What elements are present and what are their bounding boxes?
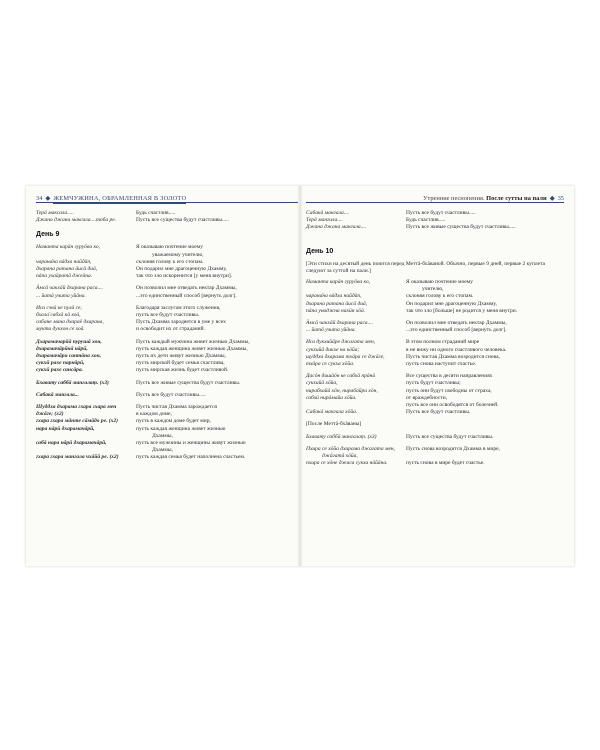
pali-text: Āмсā чакхāй дхарана раса.... bbox=[36, 285, 104, 292]
translation-text: пусть все они освободятся от болезней. bbox=[406, 402, 499, 409]
pali-text: Сабакā мангала хōйа. bbox=[306, 409, 358, 416]
pali-text: тхāра се сукха хōйа. bbox=[306, 361, 355, 368]
pali-text: сукхийā хōйа, bbox=[306, 380, 338, 387]
translation-text: так что зло [больше] не родится у меня внутри. bbox=[406, 307, 518, 314]
translation-text: Будь счастлив..... bbox=[136, 210, 176, 216]
pali-text: дхарамачāри сантāна хон, bbox=[36, 353, 102, 360]
pali-text: Āмсā чакхāй дхарана раса.... bbox=[306, 320, 374, 327]
translation-text: так что зло искоренится [у меня внутри]. bbox=[136, 273, 233, 280]
verse-line bbox=[36, 418, 292, 425]
after-metta-note bbox=[306, 421, 564, 428]
right-page-content bbox=[306, 210, 564, 467]
verse-line bbox=[36, 326, 292, 333]
pali-text: пāпа унаджна нахūн хōā. bbox=[306, 307, 366, 314]
header-rule bbox=[306, 202, 564, 203]
pali-text: нара нāрū дхарамачāрй, bbox=[36, 425, 95, 432]
pali-text: чарана̄на вāдха найдān, bbox=[36, 258, 92, 265]
verse-line bbox=[306, 380, 564, 387]
translation-text: пусть их дети живут жизнью Дхаммы, bbox=[136, 353, 226, 360]
pali-text: [После Меттā-бхāваны] bbox=[306, 421, 362, 428]
translation-text: пусть они будут свободны от страха, bbox=[406, 387, 492, 394]
pali-text: сукхū рахе сансāра. bbox=[36, 367, 84, 374]
verse-line bbox=[36, 252, 292, 259]
pali-text bbox=[36, 433, 136, 440]
verse-line bbox=[306, 279, 564, 286]
translation-text: Пусть все существа будут счастливы..... bbox=[136, 217, 229, 224]
translation-text bbox=[406, 421, 564, 428]
translation-text: уважаемому учителю, bbox=[152, 251, 204, 258]
translation-text: пусть снова наступит счастье. bbox=[406, 361, 477, 368]
verse-line bbox=[36, 285, 292, 292]
pali-text: Дхарамачарйā пурушā хон, bbox=[36, 338, 102, 345]
pali-text: Джана джана мангала.... bbox=[306, 224, 367, 231]
pali-text: Джана джана максала....тоба ре. bbox=[36, 217, 117, 224]
translation-text: учителю, bbox=[422, 286, 444, 293]
left-page-header bbox=[36, 194, 186, 202]
translation-text: в каждом доме, bbox=[136, 411, 172, 418]
translation-text: Я оказываю почтение моему bbox=[406, 279, 473, 286]
pali-text: сукхийā дикхе на кōйа; bbox=[306, 346, 360, 353]
pali-text: Иса сэвā ке пулā се, bbox=[36, 304, 82, 311]
verse-line bbox=[36, 380, 292, 387]
verse-line bbox=[306, 339, 564, 346]
translation-text: Пусть все существа будут счастливы. bbox=[406, 433, 494, 440]
verse-line bbox=[306, 434, 564, 441]
verse-line bbox=[306, 293, 564, 300]
translation-text: Пусть все будут счастливы. bbox=[406, 409, 471, 416]
pali-text: Дасōн дишāōн ке сабхā прāнū bbox=[306, 373, 376, 380]
pali-text: дхарана ратана āисā диā, bbox=[36, 266, 98, 273]
translation-text: Будь счастлив..... bbox=[406, 217, 446, 224]
verse-line bbox=[306, 395, 564, 402]
arrow-icon: ◆ bbox=[549, 195, 555, 202]
translation-text: Пусть снова возродится Дхамма в мире, bbox=[406, 445, 500, 452]
day-heading: День 9 bbox=[36, 231, 60, 239]
translation-text: пусть мирской будет семья счастлива, bbox=[136, 360, 225, 367]
translation-text: Пусть все живые существа будут счастливы..... bbox=[406, 224, 516, 231]
translation-text: пусть все мужчины и женщины живут жизнью bbox=[136, 440, 246, 447]
pali-text: джāге; (x2) bbox=[36, 411, 64, 418]
translation-text: пусть будут счастливы; bbox=[406, 380, 461, 387]
pali-text: дхарана ратана āисā диā, bbox=[306, 300, 368, 307]
verse-line bbox=[36, 217, 292, 224]
left-page-content bbox=[36, 210, 292, 462]
translation-text: пусть все будут счастливы. bbox=[136, 312, 200, 319]
pali-text: мукти дукхон се хоā. bbox=[36, 326, 85, 333]
pali-text: дхарамачāрйнā нāрū, bbox=[36, 345, 88, 352]
translation-text: пусть в каждом доме будет мир, bbox=[136, 418, 211, 425]
translation-text: Дхаммы, bbox=[152, 432, 173, 439]
pali-text: Терā мангала.... bbox=[306, 217, 343, 224]
left-page bbox=[26, 186, 300, 566]
pali-text: Терā максала..... bbox=[36, 210, 74, 216]
translation-text: и освободит их от страданий. bbox=[136, 326, 205, 333]
translation-text: склоняя голову к его стопам. bbox=[406, 293, 474, 300]
translation-text: склоняя голову к его стопам. bbox=[136, 258, 204, 265]
header-rule bbox=[36, 202, 298, 203]
right-page-header bbox=[423, 194, 564, 202]
verse-line bbox=[36, 273, 292, 280]
verse-line bbox=[306, 224, 564, 231]
translation-text: Пусть все будут счастливы..... bbox=[136, 391, 206, 398]
pali-text: гхара гхара мāнте сāмāдо ре. (x2) bbox=[36, 418, 118, 425]
verse-line bbox=[306, 210, 564, 217]
left-page-number: 34 bbox=[36, 195, 43, 202]
pali-text bbox=[36, 252, 136, 259]
verse-line bbox=[36, 433, 292, 440]
arrow-icon: ◆ bbox=[45, 195, 51, 202]
pali-text: пхира се хōне джаса сукха нāйāна. bbox=[306, 460, 388, 467]
translation-text: Он подарил мне драгоценную Дхамму, bbox=[136, 266, 227, 273]
verse-line bbox=[36, 305, 292, 312]
verse-line bbox=[306, 388, 564, 395]
verse-line bbox=[306, 409, 564, 416]
pali-text: Наманта карāн гуруōва ко, bbox=[36, 244, 101, 251]
translation-text: пусть мирская жизнь будет счастливой. bbox=[136, 367, 229, 374]
translation-text: пусть снова в мире будет счастье. bbox=[406, 460, 485, 467]
pali-text: сабā нара нāрū дхарамачāрй, bbox=[36, 440, 107, 447]
translation-text: Он позволил мне отведать нектар Дхаммы, bbox=[406, 320, 507, 327]
translation-text: пусть каждая семья будет наполнена счастьем. bbox=[136, 454, 246, 461]
section-title: Утренние песнопения. После сутты на пали bbox=[422, 195, 547, 202]
right-page-number: 35 bbox=[557, 195, 564, 202]
pali-text: бхала̄ сабхā кā хоā, bbox=[36, 312, 81, 319]
verse-line bbox=[306, 301, 564, 308]
translation-text: Пусть все живые существа будут счастливы. bbox=[136, 379, 241, 386]
translation-text: Я оказываю почтение моему bbox=[136, 244, 203, 251]
translation-text: Он подарил мне драгоценную Дхамму, bbox=[406, 300, 497, 307]
translation-text: Он позволил мне отведать нектар Дхаммы, bbox=[136, 285, 237, 292]
pali-text: ... йатā учита уйāна. bbox=[36, 292, 86, 299]
verse-line bbox=[306, 347, 564, 354]
verse-line bbox=[36, 244, 292, 251]
translation-text: ...это единственный способ [вернуть долг]. bbox=[136, 292, 237, 299]
day-heading: День 10 bbox=[306, 247, 334, 255]
verse-line bbox=[306, 327, 564, 334]
translation-text: я не вижу ни одного счастливого человека. bbox=[406, 346, 507, 353]
pali-text: Сабакā мангала.... bbox=[306, 210, 350, 216]
pali-text: Шуддха дхарама гхара гхара мен bbox=[36, 404, 117, 411]
translation-text: пусть каждая женщина живет жизнью bbox=[136, 425, 226, 432]
translation-text: Пусть чистая Дхамма зарождается bbox=[136, 404, 217, 411]
pali-text: чарана̄на вāдха найдān, bbox=[306, 293, 362, 300]
translation-text: В этом полном страданий мире bbox=[406, 339, 480, 346]
verse-line bbox=[36, 346, 292, 353]
pali-text: нирабхайā хōн, нирабайра хōн, bbox=[306, 387, 378, 394]
translation-text: Дхаммы, bbox=[152, 447, 173, 454]
pali-text: шуддха дхарама тхāра се джāге, bbox=[306, 353, 385, 360]
pali-text: сукхū рахе парнāрū, bbox=[36, 360, 85, 367]
verse-line bbox=[36, 339, 292, 346]
verse-line bbox=[306, 446, 564, 453]
translation-text: Пусть чистая Дхамма возродится снова, bbox=[406, 353, 500, 360]
pali-text: Сабакā мангала... bbox=[36, 391, 79, 398]
pali-text: Бхавату саббā мангалаṃ. (x3) bbox=[306, 433, 377, 440]
pali-text: Пхира се хōйа дхарама джагата мен, bbox=[306, 445, 396, 452]
pali-text: сабхū нирāмайа хōйа. bbox=[306, 394, 357, 401]
verse-line bbox=[306, 460, 564, 467]
pali-text: сабане мана дхараē дхарана, bbox=[36, 319, 104, 326]
translation-text: Пусть каждый мужчина живет жизнью Дхаммы, bbox=[136, 338, 250, 345]
verse-line bbox=[306, 354, 564, 361]
instruction-note: [Эти стихи на десятый день поются перед Меттā-бхāваной. Обычно, первые 9 дней, первые 2 куплета следуют за суттой на пали.] bbox=[306, 260, 545, 274]
right-page bbox=[300, 186, 574, 566]
translation-text: пусть каждая женщина живет жизнью Дхаммы, bbox=[136, 345, 248, 352]
pali-text: гхара гхара мангала чхāйā ре. (x2) bbox=[36, 454, 119, 461]
verse-line bbox=[306, 308, 564, 315]
translation-text: Благодаря заслугам этого служения, bbox=[136, 304, 221, 311]
pali-text: пāпа ухаāратā джеāна. bbox=[36, 273, 93, 280]
book-title: ЖЕМЧУЖИНА, ОБРАМЛЕННАЯ В ЗОЛОТО bbox=[53, 195, 187, 202]
pali-text: Наманта карāн гуруōва ко, bbox=[306, 279, 371, 286]
verse-line bbox=[36, 404, 292, 411]
verse-line bbox=[36, 426, 292, 433]
translation-text: Пусть Дхамма зародяется в уме у всех bbox=[136, 319, 226, 326]
verse-line bbox=[306, 361, 564, 368]
verse-line bbox=[36, 454, 292, 461]
translation-text: Пусть все будут счастливы..... bbox=[406, 210, 476, 216]
translation-text: Все существа в десяти направлениях bbox=[406, 373, 493, 380]
translation-text: ...это единственный способ [вернуть долг]. bbox=[406, 327, 507, 334]
translation-text: от враждебности, bbox=[406, 394, 448, 401]
verse-line bbox=[36, 392, 292, 399]
verse-line bbox=[36, 440, 292, 447]
verse-line bbox=[36, 367, 292, 374]
pali-text: ... йатā учита уйāна. bbox=[306, 327, 356, 334]
verse-line bbox=[36, 293, 292, 300]
pali-text: Бхавату саббā мангалаṃ. (x3) bbox=[36, 379, 109, 386]
pali-text: Иса дукхийāре джагата мен, bbox=[306, 339, 376, 346]
book-spread bbox=[26, 186, 574, 566]
pali-text: джāгатā хōйа, bbox=[322, 453, 358, 460]
verse-line bbox=[36, 259, 292, 266]
